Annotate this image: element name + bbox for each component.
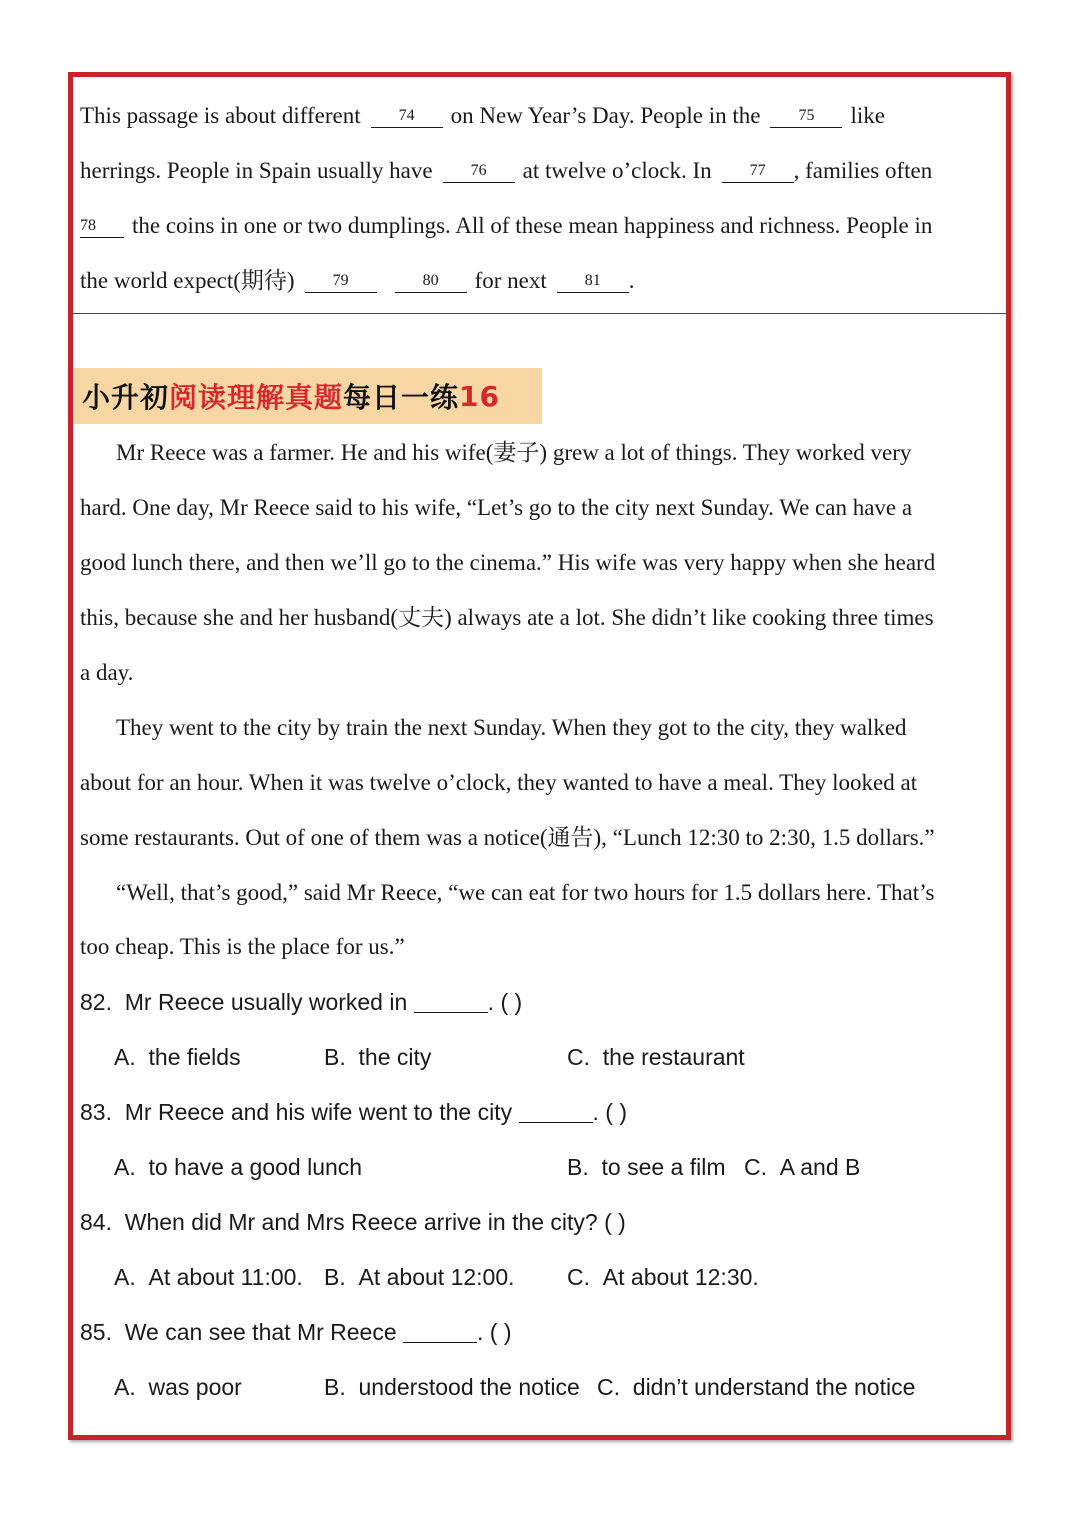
blank-75: 75 — [770, 105, 842, 128]
blank-79: 79 — [305, 270, 377, 293]
passage-line: about for an hour. When it was twelve o’clock, they wanted to have a meal. They looked at — [80, 770, 918, 795]
blank-78: 78 — [80, 215, 124, 238]
blank-76: 76 — [443, 160, 515, 183]
top-passage-line-3: 78 the coins in one or two dumplings. All of these mean happiness and richness. People in — [80, 213, 933, 238]
top-passage-line-4: the world expect(期待) 79 80 for next 81 . — [80, 268, 635, 293]
blank-77: 77 — [722, 160, 794, 183]
option-c[interactable]: C. At about 12:30. — [567, 1264, 759, 1290]
passage-line: a day. — [80, 660, 134, 685]
question-85: 85. We can see that Mr Reece . ( ) — [80, 1319, 512, 1345]
passage-line: They went to the city by train the next Sunday. When they got to the city, they walked — [116, 715, 907, 740]
passage-line: good lunch there, and then we’ll go to the cinema.” His wife was very happy when she heard — [80, 550, 936, 575]
question-82: 82. Mr Reece usually worked in . ( ) — [80, 989, 523, 1015]
top-passage-line-2: herrings. People in Spain usually have 76 at twelve o’clock. In 77 , families often — [80, 158, 933, 183]
question-83: 83. Mr Reece and his wife went to the city . ( ) — [80, 1099, 627, 1125]
option-c[interactable]: C. didn’t understand the notice — [597, 1374, 916, 1400]
option-b[interactable]: B. the city — [324, 1044, 432, 1070]
question-84: 84. When did Mr and Mrs Reece arrive in the city? ( ) — [80, 1209, 626, 1235]
option-b[interactable]: B. understood the notice — [324, 1374, 580, 1400]
section-divider — [72, 313, 1007, 314]
option-a[interactable]: A. to have a good lunch — [114, 1154, 363, 1180]
top-passage-line-1: This passage is about different 74 on New Year’s Day. People in the 75 like — [80, 103, 885, 128]
option-a[interactable]: A. the fields — [114, 1044, 241, 1070]
passage-line: hard. One day, Mr Reece said to his wife, “Let’s go to the city next Sunday. We can have a — [80, 495, 913, 520]
option-b[interactable]: B. to see a film — [567, 1154, 726, 1180]
section-title: 小升初 阅读理解真题 每日一练 16 — [74, 368, 542, 424]
blank-81: 81 — [557, 270, 629, 293]
option-c[interactable]: C. A and B — [744, 1154, 861, 1180]
answer-blank[interactable] — [403, 1342, 477, 1343]
option-a[interactable]: A. was poor — [114, 1374, 242, 1400]
passage-line: Mr Reece was a farmer. He and his wife(妻子) grew a lot of things. They worked very — [116, 440, 912, 465]
answer-blank[interactable] — [519, 1122, 593, 1123]
passage-line: too cheap. This is the place for us.” — [80, 934, 405, 959]
option-b[interactable]: B. At about 12:00. — [324, 1264, 515, 1290]
option-a[interactable]: A. At about 11:00. — [114, 1264, 303, 1290]
option-c[interactable]: C. the restaurant — [567, 1044, 745, 1070]
passage-line: “Well, that’s good,” said Mr Reece, “we can eat for two hours for 1.5 dollars here. That’s — [116, 880, 935, 905]
blank-80: 80 — [395, 270, 467, 293]
blank-74: 74 — [371, 105, 443, 128]
passage-line: this, because she and her husband(丈夫) always ate a lot. She didn’t like cooking three times — [80, 605, 934, 630]
answer-blank[interactable] — [414, 1012, 488, 1013]
passage-line: some restaurants. Out of one of them was a notice(通告), “Lunch 12:30 to 2:30, 1.5 dollars.” — [80, 825, 935, 850]
